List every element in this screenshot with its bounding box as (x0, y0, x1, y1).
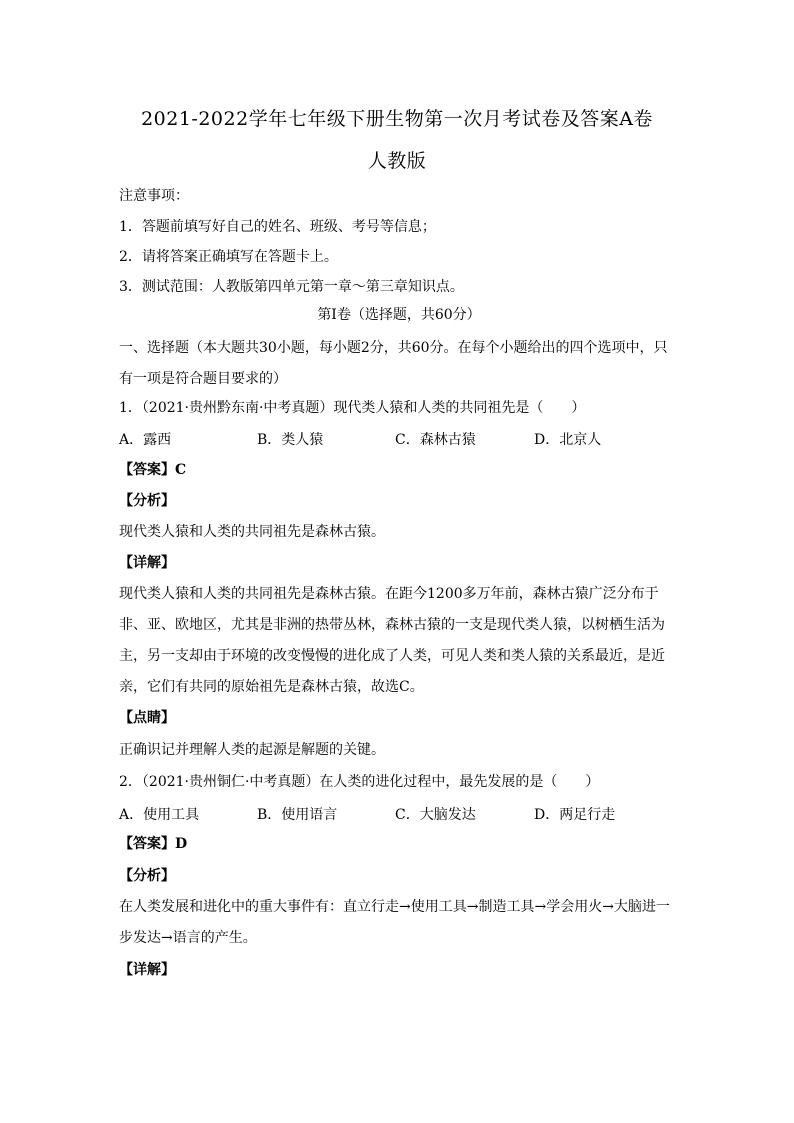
q1-option-a: A．露西 (119, 432, 172, 448)
q1-option-d: D．北京人 (534, 432, 602, 448)
q1-answer: 【答案】C (119, 462, 187, 478)
q1-analysis-label: 【分析】 (119, 493, 175, 509)
q1-tip: 正确识记并理解人类的起源是解题的关键。 (119, 742, 385, 758)
q2-analysis-label: 【分析】 (119, 868, 175, 884)
q2-option-a: A．使用工具 (119, 807, 200, 823)
q2-answer: 【答案】D (119, 836, 188, 852)
q1-option-b: B．类人猿 (257, 432, 324, 448)
notice-item-3: 3．测试范围：人教版第四单元第一章～第三章知识点。 (119, 279, 464, 295)
q1-tip-label: 【点睛】 (119, 710, 175, 726)
notice-item-2: 2．请将答案正确填写在答题卡上。 (119, 249, 338, 265)
question-2-stem: 2．（2021·贵州铜仁·中考真题）在人类的进化过程中，最先发展的是（ ） (119, 774, 600, 790)
volume-title: 第I卷（选择题，共60分） (317, 307, 481, 323)
section-intro: 一、选择题（本大题共30小题，每小题2分，共60分。在每个小题给出的四个选项中，只有一项是符合题目要求的） (119, 340, 668, 387)
q1-option-c: C．森林古猿 (395, 432, 476, 448)
document-title-line2: 人教版 (367, 150, 427, 172)
q2-option-d: D．两足行走 (534, 807, 616, 823)
notice-item-1: 1．答题前填写好自己的姓名、班级、考号等信息； (119, 219, 436, 235)
q1-detail-label: 【详解】 (119, 555, 175, 571)
q1-detail: 现代类人猿和人类的共同祖先是森林古猿。在距今1200多万年前，森林古猿广泛分布于非、亚、欧地区，尤其是非洲的热带丛林，森林古猿的一支是现代类人猿，以树栖生活为主，另一支却由于环境的改变慢慢的进化成了人类，可见人类和类人猿的关系最近，是近亲，它们有共同的原始祖先是森林古猿，故选C。 (119, 586, 665, 695)
q2-option-b: B．使用语言 (257, 807, 338, 823)
q2-analysis: 在人类发展和进化中的重大事件有：直立行走→使用工具→制造工具→学会用火→大脑进一步发达→语言的产生。 (119, 899, 670, 946)
q2-detail-label: 【详解】 (119, 962, 175, 978)
q1-analysis: 现代类人猿和人类的共同祖先是森林古猿。 (119, 524, 385, 540)
question-1-stem: 1．（2021·贵州黔东南·中考真题）现代类人猿和人类的共同祖先是（ ） (119, 400, 586, 416)
notice-heading: 注意事项： (119, 188, 189, 204)
document-title-line1: 2021-2022学年七年级下册生物第一次月考试卷及答案A卷 (141, 108, 653, 130)
q2-option-c: C．大脑发达 (395, 807, 476, 823)
